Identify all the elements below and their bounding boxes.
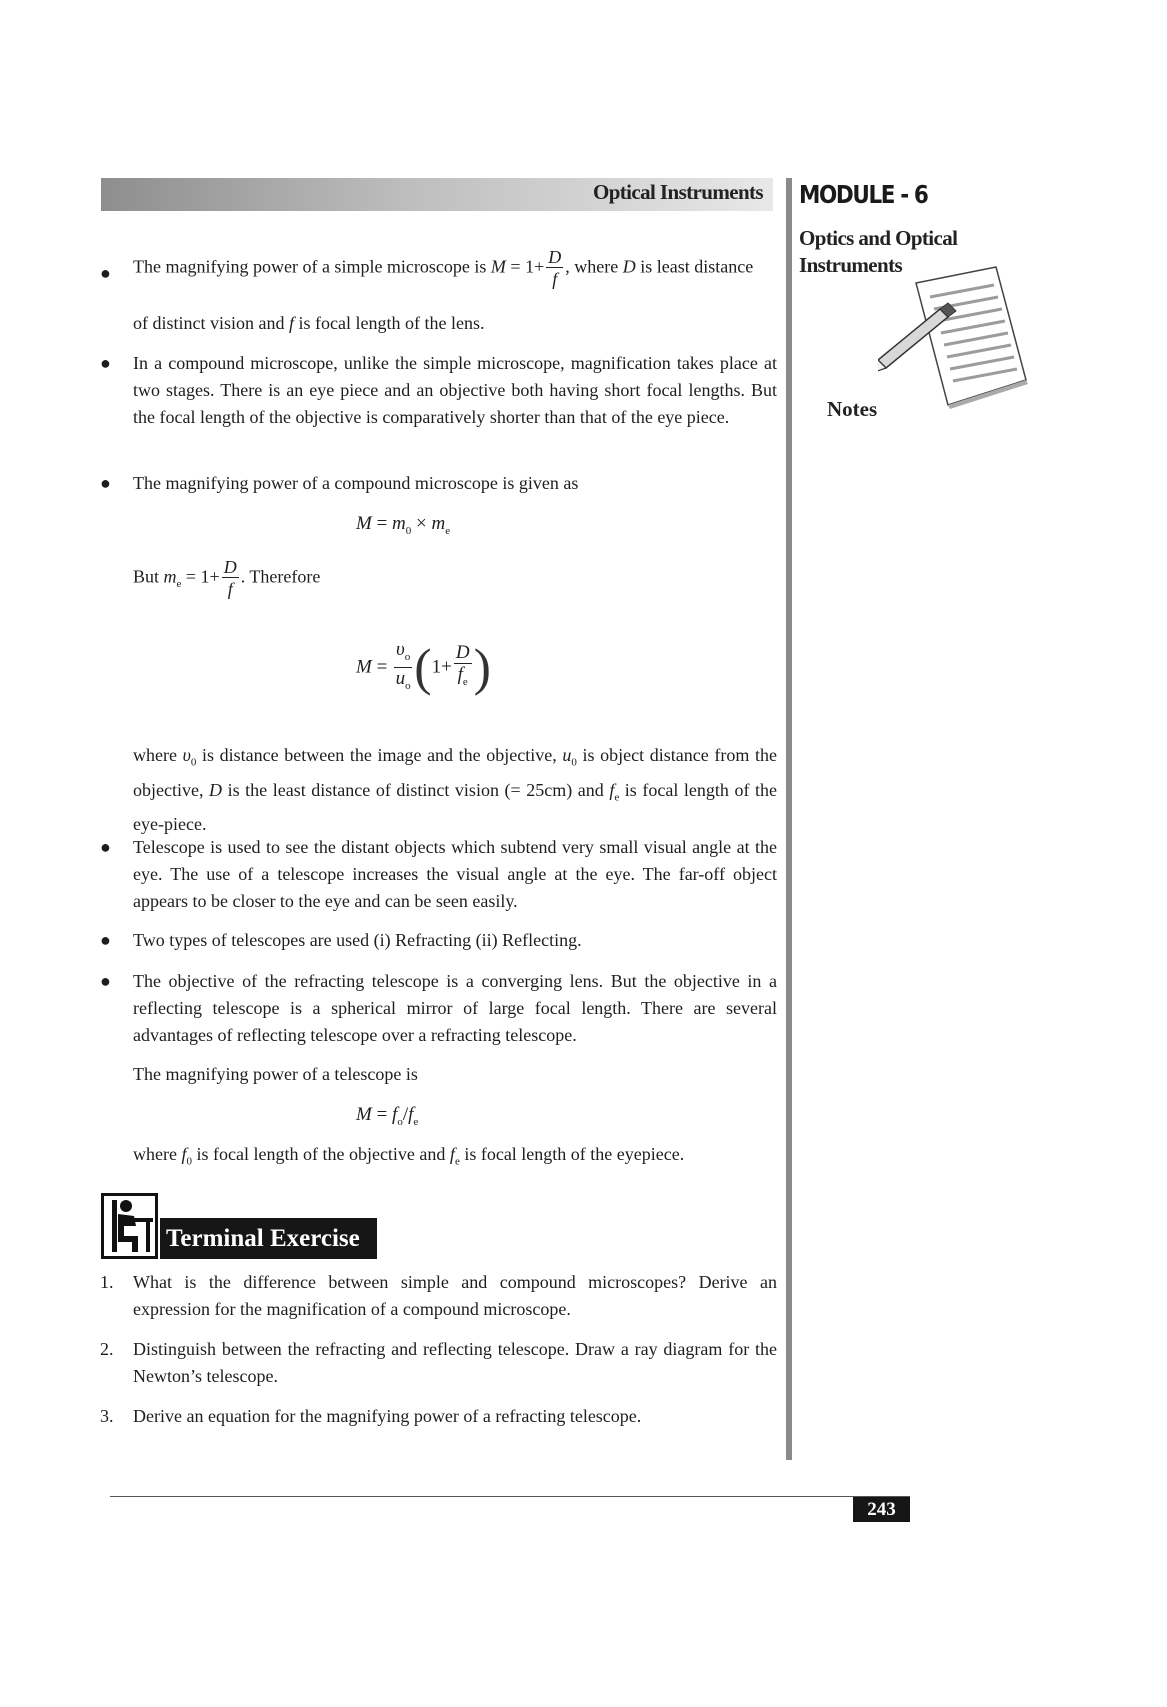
module-title: MODULE - 6 (799, 180, 928, 209)
telescope-power-line: The magnifying power of a telescope is (133, 1064, 418, 1084)
notes-pencil-icon (878, 265, 1028, 425)
exercise-number: 1. (100, 1272, 114, 1292)
exercise-number: 3. (100, 1406, 114, 1426)
notes-label: Notes (827, 397, 878, 421)
running-header-title: Optical Instruments (592, 180, 763, 204)
bullet-telescope-objective: The objective of the refracting telescope is a converging lens. But the objective in a reflecting telescope is a spherical mirror of large focal length. There are several advantages of reflecting telescope over a refracting telescope. (133, 971, 777, 1045)
equation-compound-magnification: $M = m_0 \times m_e$ (356, 513, 451, 537)
eyepiece-magnification-line: But $m_e = 1+$ $\frac{D}{f}$ . Therefore (133, 557, 321, 599)
bullet-marker: ● (100, 971, 111, 991)
bullet-compound-microscope: In a compound microscope, unlike the simple microscope, magnification takes place at two stages. There is an eye piece and an objective both having short focal lengths. But the focal length of the objective is comparatively shorter than that of the eye piece. (133, 353, 777, 427)
fraction-d-over-fe: $\frac{D}{f_e}$ (455, 642, 470, 689)
student-desk-icon (101, 1193, 158, 1259)
equation-compound-expanded: M = $\frac{\upsilon_o}{u_o}$ (1+ $\frac{D}{f_e}$ ) (356, 639, 491, 697)
fraction-d-over-f: $\frac{D}{f}$ (223, 557, 237, 599)
page-number: 243 (853, 1497, 910, 1522)
exercise-item: What is the difference between simple and compound microscopes? Derive an expression for the magnification of a compound microscope. (133, 1272, 777, 1319)
bullet-simple-microscope: The magnifying power of a simple microscope is M = 1+ $\frac{D}{f}$ , where D is least distance (133, 247, 754, 289)
where-paragraph-telescope: where $f_0$ is focal length of the objective and $f_e$ is focal length of the eyepiece. (133, 1144, 685, 1168)
margin-divider (786, 178, 792, 1460)
exercise-item: Distinguish between the refracting and reflecting telescope. Draw a ray diagram for the Newton’s telescope. (133, 1339, 777, 1386)
equation-telescope-magnification: $M = f_o/f_e$ (356, 1104, 419, 1128)
footer-rule (110, 1496, 910, 1497)
bullet-marker: ● (100, 837, 111, 857)
bullet-simple-microscope-line2: of distinct vision and f is focal length of the lens. (133, 313, 485, 333)
bullet-telescope-use: Telescope is used to see the distant objects which subtend very small visual angle at the eye. The use of a telescope increases the visual angle at the eye. The far-off object appears to be closer to the eye and can be seen easily. (133, 837, 777, 911)
fraction-d-over-f: $\frac{D}{f}$ (548, 247, 562, 289)
running-header-bar (101, 178, 773, 211)
bullet-marker: ● (100, 353, 111, 373)
where-paragraph-compound: where $\upsilon_0$ is distance between the image and the objective, $u_0$ is object distance from the objective, D is the least distance of distinct vision (= 25cm) and $f_e$ is focal length of the eye-piece. (133, 745, 777, 835)
exercise-item: Derive an equation for the magnifying power of a refracting telescope. (133, 1406, 642, 1426)
module-subtitle: Optics and Optical Instruments (799, 226, 958, 277)
bullet-marker: ● (100, 930, 111, 950)
terminal-exercise-heading: Terminal Exercise (160, 1218, 377, 1259)
exercise-number: 2. (100, 1339, 114, 1359)
fraction-v-over-u: $\frac{\upsilon_o}{u_o}$ (395, 639, 411, 692)
bullet-marker: ● (100, 263, 111, 283)
bullet-marker: ● (100, 473, 111, 493)
bullet-telescope-types: Two types of telescopes are used (i) Refracting (ii) Reflecting. (133, 930, 582, 950)
bullet-compound-power: The magnifying power of a compound microscope is given as (133, 473, 579, 493)
